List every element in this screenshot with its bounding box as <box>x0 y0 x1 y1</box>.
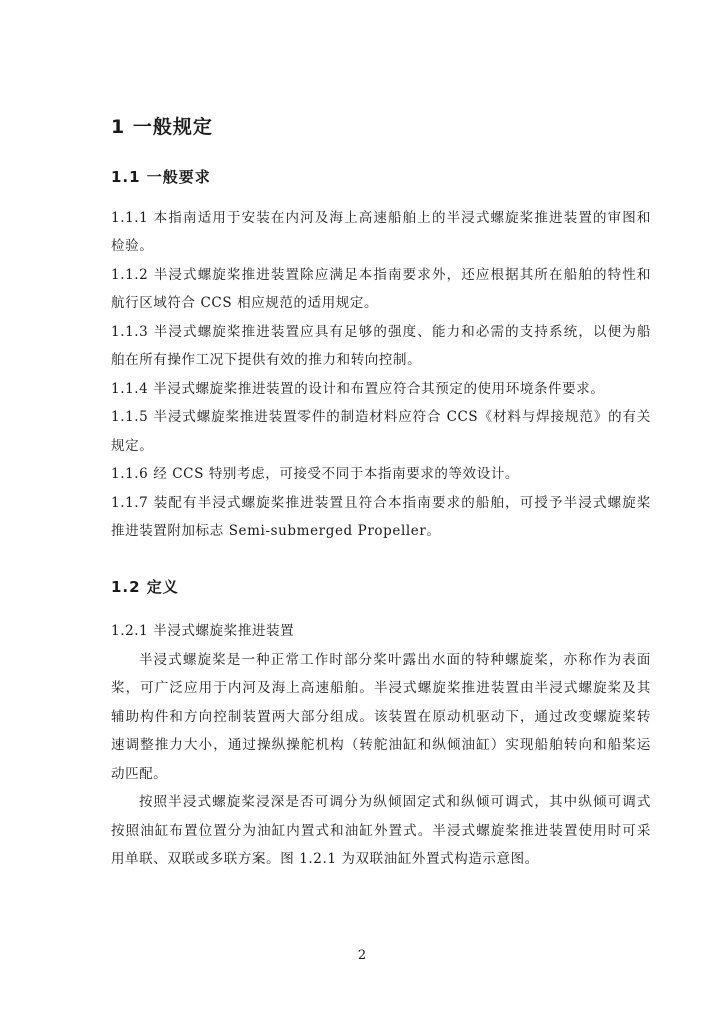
paragraph-line: 推进装置附加标志 Semi-submerged Propeller。 <box>111 523 441 539</box>
paragraph-line: 1.1.3 半浸式螺旋桨推进装置应具有足够的强度、能力和必需的支持系统，以便为船 <box>111 324 651 340</box>
section-heading-1-2: 1.2 定义 <box>111 578 179 596</box>
paragraph-line: 半浸式螺旋桨是一种正常工作时部分桨叶露出水面的特种螺旋桨，亦称作为表面 <box>139 652 651 668</box>
paragraph-line: 1.1.6 经 CCS 特别考虑，可接受不同于本指南要求的等效设计。 <box>111 466 520 482</box>
paragraph-line: 辅助构件和方向控制装置两大部分组成。该装置在原动机驱动下，通过改变螺旋桨转 <box>111 709 651 725</box>
paragraph-line: 按照油缸布置位置分为油缸内置式和油缸外置式。半浸式螺旋桨推进装置使用时可采 <box>111 823 651 839</box>
paragraph-line: 1.1.5 半浸式螺旋桨推进装置零件的制造材料应符合 CCS《材料与焊接规范》的有关 <box>111 409 651 425</box>
paragraph-line: 规定。 <box>111 438 154 454</box>
paragraph-line: 1.1.1 本指南适用于安装在内河及海上高速船舶上的半浸式螺旋桨推进装置的审图和 <box>111 210 651 226</box>
page-number: 2 <box>357 948 367 963</box>
section-heading-1-1: 1.1 一般要求 <box>111 168 211 186</box>
paragraph-line: 航行区域符合 CCS 相应规范的适用规定。 <box>111 295 379 311</box>
paragraph-line: 用单联、双联或多联方案。图 1.2.1 为双联油缸外置式构造示意图。 <box>111 851 539 867</box>
paragraph-line: 动匹配。 <box>111 766 168 782</box>
paragraph-line: 舶在所有操作工况下提供有效的推力和转向控制。 <box>111 352 422 368</box>
chapter-heading: 1 一般规定 <box>111 116 213 138</box>
paragraph-line: 1.1.2 半浸式螺旋桨推进装置除应满足本指南要求外，还应根据其所在船舶的特性和 <box>111 267 651 283</box>
paragraph-line: 速调整推力大小，通过操纵操舵机构（转舵油缸和纵倾油缸）实现船舶转向和船桨运 <box>111 737 651 753</box>
paragraph-line: 1.1.4 半浸式螺旋桨推进装置的设计和布置应符合其预定的使用环境条件要求。 <box>111 381 605 397</box>
subsection-heading: 1.2.1 半浸式螺旋桨推进装置 <box>111 623 295 639</box>
paragraph-line: 检验。 <box>111 238 154 254</box>
paragraph-line: 桨，可广泛应用于内河及海上高速船舶。半浸式螺旋桨推进装置由半浸式螺旋桨及其 <box>111 680 651 696</box>
paragraph-line: 1.1.7 装配有半浸式螺旋桨推进装置且符合本指南要求的船舶，可授予半浸式螺旋桨 <box>111 495 651 511</box>
paragraph-line: 按照半浸式螺旋桨浸深是否可调分为纵倾固定式和纵倾可调式，其中纵倾可调式 <box>139 794 651 810</box>
